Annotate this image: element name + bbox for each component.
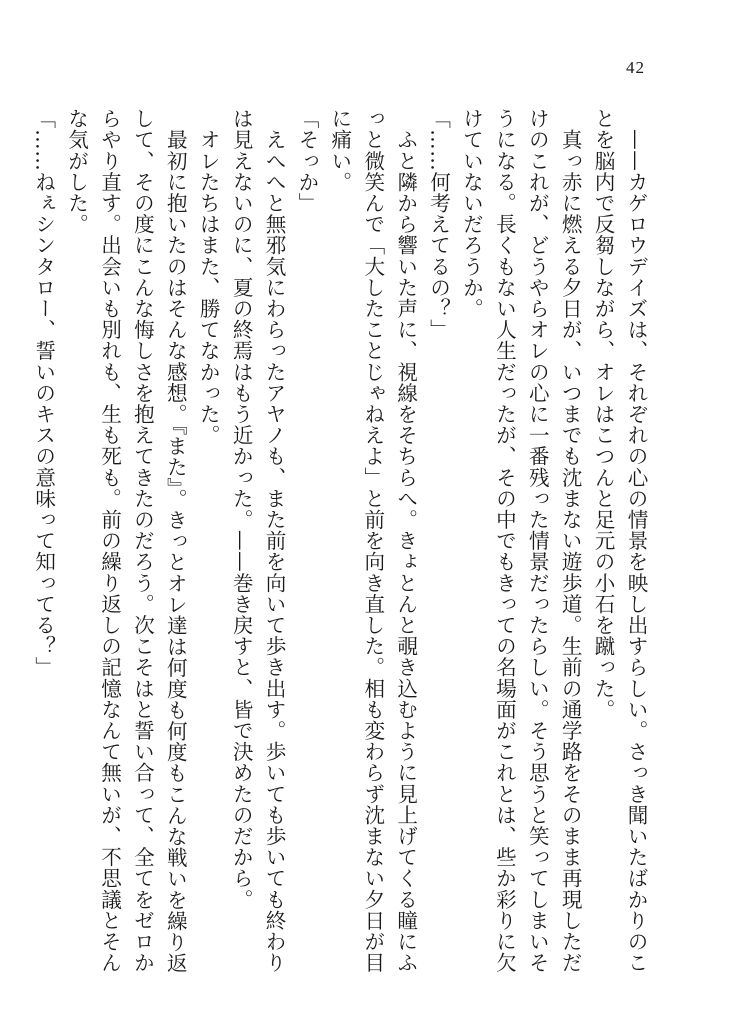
page-number: 42 (626, 58, 645, 77)
paragraph-3-dialogue: 「……何考えてるの？」 (426, 108, 451, 341)
novel-text-body (31, 108, 652, 988)
paragraph-8: 最初に抱いたのはそんな感想。『また』。きっとオレ達は何度も何度もこんな戦いを繰り返して、その度にこんな悔しさを抱えてきたのだろう。次こそはと誓い合って、全てをゼロからやり直す。出会いも別れも、生も死も。前の繰り返しの記憶なんて無いが、不思議とそんな気がした。 (64, 108, 188, 974)
paragraph-2: 真っ赤に燃える夕日が、いつまでも沈まない遊歩道。生前の通学路をそのまま再現しただけのこれが、どうやらオレの心に一番残った情景だったらしい。そう思うと笑ってしまいそうになる。長くもない人生だったが、その中でもきっての名場面がこれとは、些か彩りに欠けていないだろうか。 (459, 108, 583, 974)
paragraph-6: えへへと無邪気にわらったアヤノも、また前を向いて歩き出す。歩いても歩いても終わりは見えないのに、夏の終焉はもう近かった。——巻き戻すと、皆で決めたのだから。 (229, 108, 287, 974)
paragraph-9-dialogue: 「……ねぇシンタロー、誓いのキスの意味って知ってる？」 (31, 108, 56, 678)
paragraph-5-dialogue: 「そっか」 (294, 108, 319, 214)
paragraph-1: ——カゲロウデイズは、それぞれの心の情景を映し出すらしい。さっき聞いたばかりのことを脳内で反芻しながら、オレはこつんと足元の小石を蹴った。 (591, 108, 648, 974)
paragraph-7: オレたちはまた、勝てなかった。 (196, 108, 221, 446)
paragraph-4: ふと隣から響いた声に、視線をそちらへ。きょとんと覗き込むように見上げてくる瞳にふっと微笑んで「大したことじゃねえよ」と前を向き直した。相も変わらず沈まない夕日が目に痛い。 (327, 108, 418, 974)
